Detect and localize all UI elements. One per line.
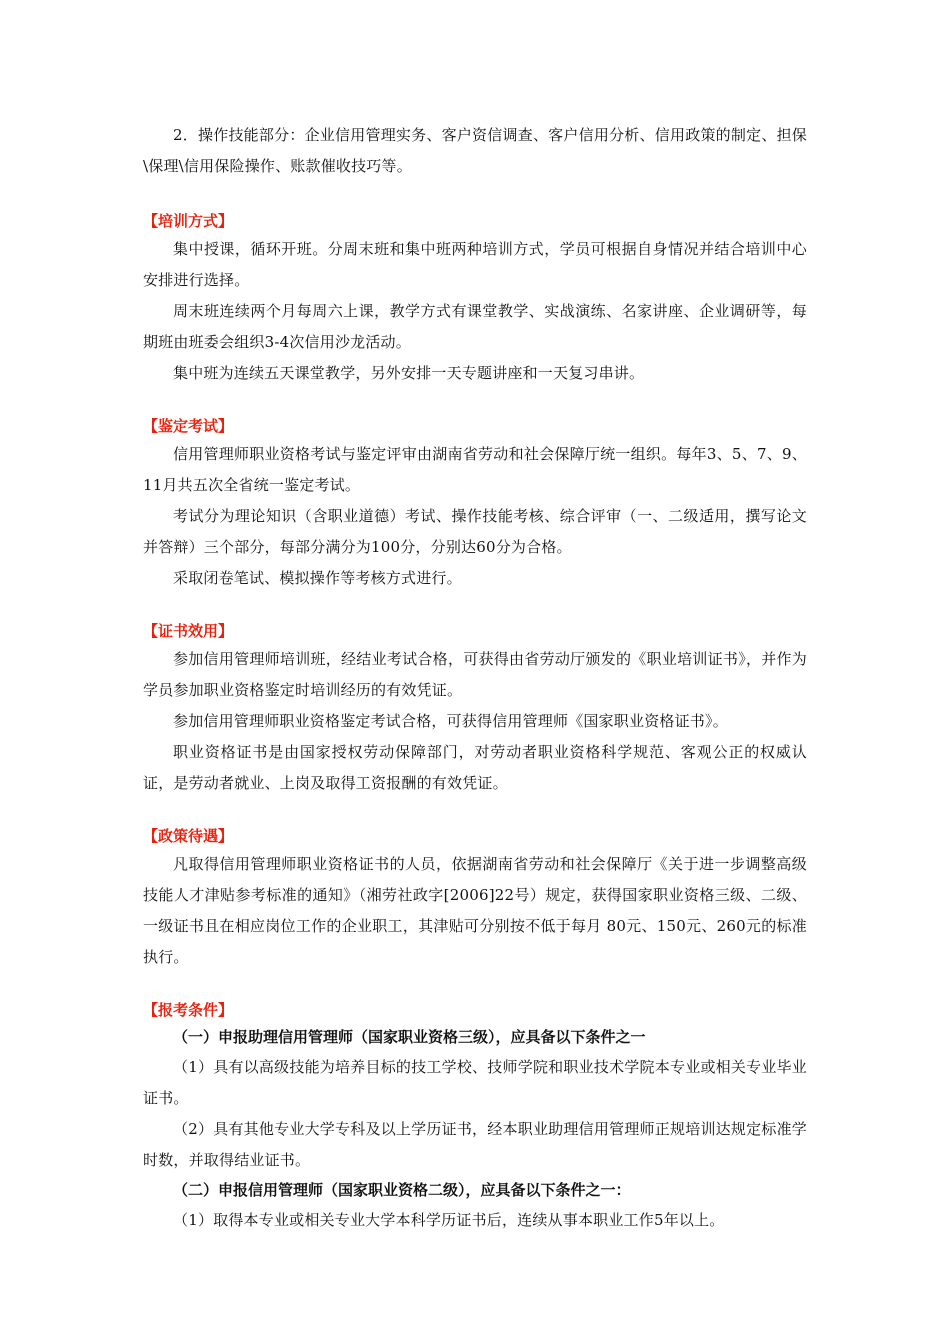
section-heading: 【证书效用】 bbox=[143, 622, 234, 640]
list-item: （1）取得本专业或相关专业大学本科学历证书后，连续从事本职业工作5年以上。 bbox=[173, 1211, 725, 1229]
subheading-level2: （二）申报信用管理师（国家职业资格二级），应具备以下条件之一： bbox=[173, 1181, 631, 1199]
section-application-requirements bbox=[143, 997, 807, 1236]
section-policy bbox=[143, 823, 807, 973]
section-heading: 【报考条件】 bbox=[143, 1001, 234, 1019]
intro-paragraph: 2．操作技能部分：企业信用管理实务、客户资信调查、客户信用分析、信用政策的制定、担保\保理\信用保险操作、账款催收技巧等。 bbox=[143, 126, 807, 175]
section-heading: 【政策待遇】 bbox=[143, 827, 234, 845]
list-item: （2）具有其他专业大学专科及以上学历证书，经本职业助理信用管理师正规培训达规定标准学时数，并取得结业证书。 bbox=[143, 1120, 807, 1169]
subheading-level3: （一）申报助理信用管理师（国家职业资格三级），应具备以下条件之一 bbox=[173, 1028, 646, 1046]
paragraph: 考试分为理论知识（含职业道德）考试、操作技能考核、综合评审（一、二级适用，撰写论文并答辩）三个部分，每部分满分为100分，分别达60分为合格。 bbox=[143, 507, 807, 556]
paragraph: 职业资格证书是由国家授权劳动保障部门，对劳动者职业资格科学规范、客观公正的权威认证，是劳动者就业、上岗及取得工资报酬的有效凭证。 bbox=[143, 743, 807, 792]
paragraph: 参加信用管理师培训班，经结业考试合格，可获得由省劳动厅颁发的《职业培训证书》，并作为学员参加职业资格鉴定时培训经历的有效凭证。 bbox=[143, 650, 807, 699]
paragraph: 凡取得信用管理师职业资格证书的人员，依据湖南省劳动和社会保障厅《关于进一步调整高级技能人才津贴参考标准的通知》（湘劳社政字[2006]22号）规定，获得国家职业资格三级、二级、一级证书且在相应岗位工作的企业职工，其津贴可分别按不低于每月 80元、150元、260元的标准执行。 bbox=[143, 855, 807, 966]
section-exam bbox=[143, 413, 807, 594]
section-certificate bbox=[143, 618, 807, 799]
document-page bbox=[143, 120, 807, 1236]
section-training-method bbox=[143, 208, 807, 389]
paragraph: 集中班为连续五天课堂教学，另外安排一天专题讲座和一天复习串讲。 bbox=[173, 364, 645, 382]
paragraph: 参加信用管理师职业资格鉴定考试合格，可获得信用管理师《国家职业资格证书》。 bbox=[173, 712, 728, 730]
list-item: （1）具有以高级技能为培养目标的技工学校、技师学院和职业技术学院本专业或相关专业毕业证书。 bbox=[143, 1058, 807, 1107]
section-heading: 【培训方式】 bbox=[143, 212, 234, 230]
section-heading: 【鉴定考试】 bbox=[143, 417, 234, 435]
paragraph: 周末班连续两个月每周六上课，教学方式有课堂教学、实战演练、名家讲座、企业调研等，每期班由班委会组织3-4次信用沙龙活动。 bbox=[143, 302, 807, 351]
paragraph: 采取闭卷笔试、模拟操作等考核方式进行。 bbox=[173, 569, 462, 587]
paragraph: 信用管理师职业资格考试与鉴定评审由湖南省劳动和社会保障厅统一组织。每年3、5、7、9、11月共五次全省统一鉴定考试。 bbox=[143, 445, 807, 494]
paragraph: 集中授课，循环开班。分周末班和集中班两种培训方式，学员可根据自身情况并结合培训中心安排进行选择。 bbox=[143, 240, 807, 289]
